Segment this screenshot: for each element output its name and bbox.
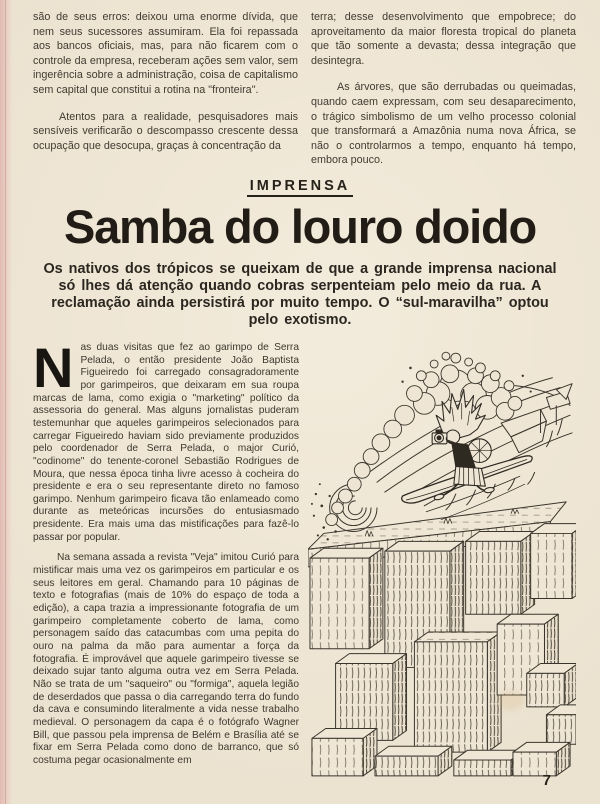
continuation-left-column xyxy=(33,10,298,168)
cartoon-illustration xyxy=(308,346,580,780)
lead-paragraph: Os nativos dos trópicos se queixam de que a grande imprensa nacional só lhes dá atenção quando cobras serpenteiam pelo meio da rua. A reclamação ainda persistirá por muito tempo. O “sul-maravilha” optou pelo exotismo. xyxy=(43,260,557,328)
paragraph: Na semana assada a revista "Veja" imitou Curió para mistificar mais uma vez os garimpeiros em particular e os seus leitores em geral. Chamando para 10 páginas de texto e fotografias (mais de 10% do espaço de toda a edição), a capa trazia a impressionante fotografia de um garimpeiro completamente coberto de lama, como personagem saído das catacumbas com uma pepita do ouro na palma da mão para aumentar a força da fotografia. É improvável que aquele garimpeiro tivesse se deixado sujar tanto alguma outra vez em Serra Pelada. Não se trata de um "saqueiro" ou "formiga", aquela legião de deserdados que passa o dia carregando terra do fundo da cava e consumindo literalmente a vida nesse trabalho medieval. O personagem da capa é o fotógrafo Wagner Bill, que passou pela imprensa de Belém e Brasília até se fixar em Serra Pelada como dono de barranco, que só costuma pegar ocasionalmente em xyxy=(33,552,299,766)
page-number: 7 xyxy=(542,772,551,789)
paragraph xyxy=(33,335,299,545)
continuation-columns xyxy=(0,0,600,168)
paragraph: são de seus erros: deixou uma enorme dívida, que nem seus sucessores assumiram. Ela foi repassada aos bancos oficiais, mas, para não ficarem com o controle da empresa, receberam ações sem valor, sem ingerência sobre a administração, coisa de capitalismo sem capital que constitui a rotina na "fronteira". xyxy=(33,11,298,96)
drop-cap: N xyxy=(33,335,74,399)
section-kicker: IMPRENSA xyxy=(247,178,354,197)
paragraph: Atentos para a realidade, pesquisadores mais sensíveis verificarão o descompasso crescente dessa ocupação que desocupa, graças à concentração da xyxy=(33,110,298,152)
article-body xyxy=(0,329,600,780)
continuation-right-column xyxy=(311,10,576,168)
paragraph-text: as duas visitas que fez ao garimpo de Serra Pelada, o então presidente João Baptista Figueiredo foi carregado consagradoramente por garimpeiros, que deixaram em sua roupa marcas de lama, como exigia o "marketing" político da assessoria do general. Mas alguns jornalistas puderam testemunhar que aqueles garimpeiros selecionados para carregar Figueiredo haviam sido previamente produzidos pelo coordenador de Serra Pelada, o major Curió, "codinome" do tenente-coronel Sebastião Rodrigues de Moura, que nessa época tinha livre acesso à cocheira do presidente e era o seu representante direto no famoso garimpo. Nenhum garimpeiro ficava tão enlameado como durante as meteóricas incursões do entusiasmado presidente. Era mais uma das mistificações para fazê-lo passar por popular. xyxy=(33,341,299,543)
surfer-wave-blocks-drawing xyxy=(308,346,576,780)
paragraph: As árvores, que são derrubadas ou queimadas, quando caem expressam, com seu desaparecimento, o trágico simbolismo de um velho processo colonial que transformará a Amazônia numa nova África, se não o controlarmos a tempo, enquanto há tempo, embora pouco. xyxy=(311,81,576,167)
headline: Samba do louro doido xyxy=(63,199,537,253)
section-kicker-row xyxy=(0,177,600,197)
paragraph: terra; desse desenvolvimento que empobrece; do aproveitamento da maior floresta tropical do planeta que tão somente a devasta; dessa integração que desintegra. xyxy=(311,11,576,67)
body-text-column xyxy=(33,335,299,780)
